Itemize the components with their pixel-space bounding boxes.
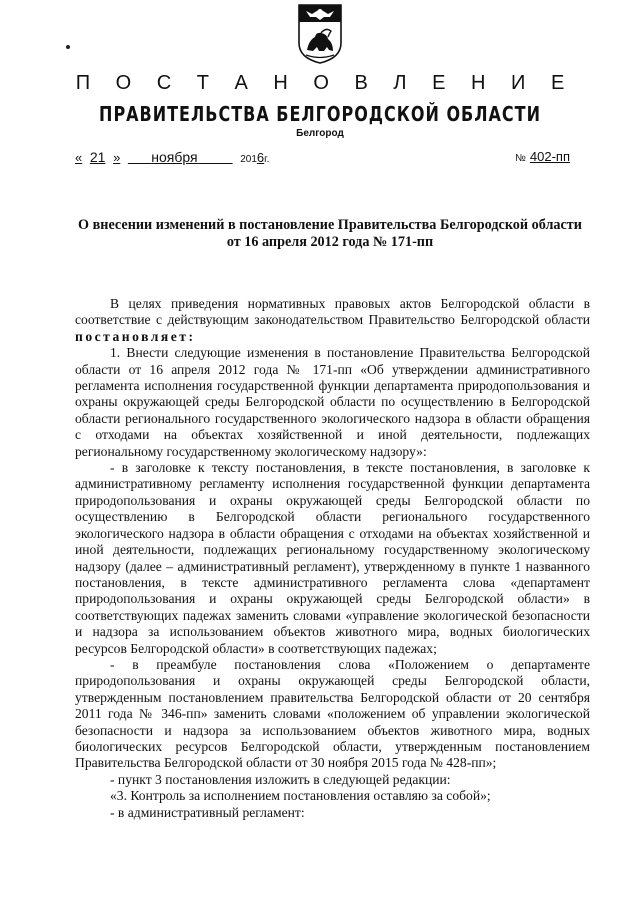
paragraph-preamble-change: - в преамбуле постановления слова «Положением о департаменте природопользования и охраны окружающей среды Белгородской области, утвержденным постановлением правительства Белгородской области от 20 сентября 2011 года № 346-пп» заменить словами «положением об управлении экологической безопасности и надзора за использованием объектов животного мира, водных биологических ресурсов Белгородской области, утвержденным постановлением Правительства Белгородской области от 30 ноября 2015 года № 428-пп»; [75,656,590,771]
issuing-authority: ПРАВИТЕЛЬСТВА БЕЛГОРОДСКОЙ ОБЛАСТИ [99,102,541,126]
paragraph-item-1: 1. Внести следующие изменения в постановление Правительства Белгородской области от 16 апреля 2012 года № 171-пп «Об утверждении административного регламента исполнения государственной функции департамента природопользования и охраны окружающей среды Белгородской области по осуществлению в Белгородской области регионального государственного экологического надзора в области обращения с отходами на объектах хозяйственной и иной деятельности, подлежащих региональному государственному экологическому надзору»: [75,345,590,459]
resolves-word: постановляет: [75,328,196,344]
date-year-digit: 6 [256,150,265,165]
paragraph-regulation-change: - в административный регламент: [110,804,305,820]
number-label: № [515,153,526,164]
coat-of-arms-emblem [296,3,344,65]
decree-number [515,149,570,164]
date-day: 21 [89,149,106,165]
date-year-suffix: г. [264,154,270,165]
date-year-prefix: 201 [240,154,257,165]
decree-date [75,149,269,165]
paragraph-preamble: В целях приведения нормативных правовых актов Белгородской области в соответствие с действующим законодательством Правительство Белгородской области постановляет: [75,296,590,344]
city-name: Белгород [296,128,344,139]
document-body [75,296,590,821]
document-heading: О внесении изменений в постановление Правительства Белгородской области от 16 апреля 2012 года № 171-пп [78,217,582,250]
date-quote-open: « [75,150,83,165]
date-month: ноября [151,149,198,165]
paragraph-item-3-change: - пункт 3 постановления изложить в следующей редакции: [110,771,451,787]
number-value: 402-пп [529,149,570,164]
speck-mark [66,45,70,49]
date-quote-close: » [113,150,121,165]
paragraph-item-3-text: «3. Контроль за исполнением постановления оставляю за собой»; [110,788,491,804]
paragraph-title-change: - в заголовке к тексту постановления, в тексте постановления, в заголовке к административному регламенту исполнения государственной функции департамента природопользования и охраны окружающей среды Белгородской области по осуществлению в Белгородской области регионального государственного экологического надзора в области обращения с отходами на объектах хозяйственной и иной деятельности, подлежащих региональному государственному экологическому надзору (далее – административный регламент), утвержденному в пункте 1 названного постановления, в тексте административного регламента слова «департамент природопользования и охраны окружающей среды Белгородской области» в соответствующих падежах заменить словами «управление экологической безопасности и надзора за использованием объектов животного мира, водных биологических ресурсов Белгородской области» в соответствующих падежах; [75,460,590,656]
document-type-title: П О С Т А Н О В Л Е Н И Е [75,72,575,94]
